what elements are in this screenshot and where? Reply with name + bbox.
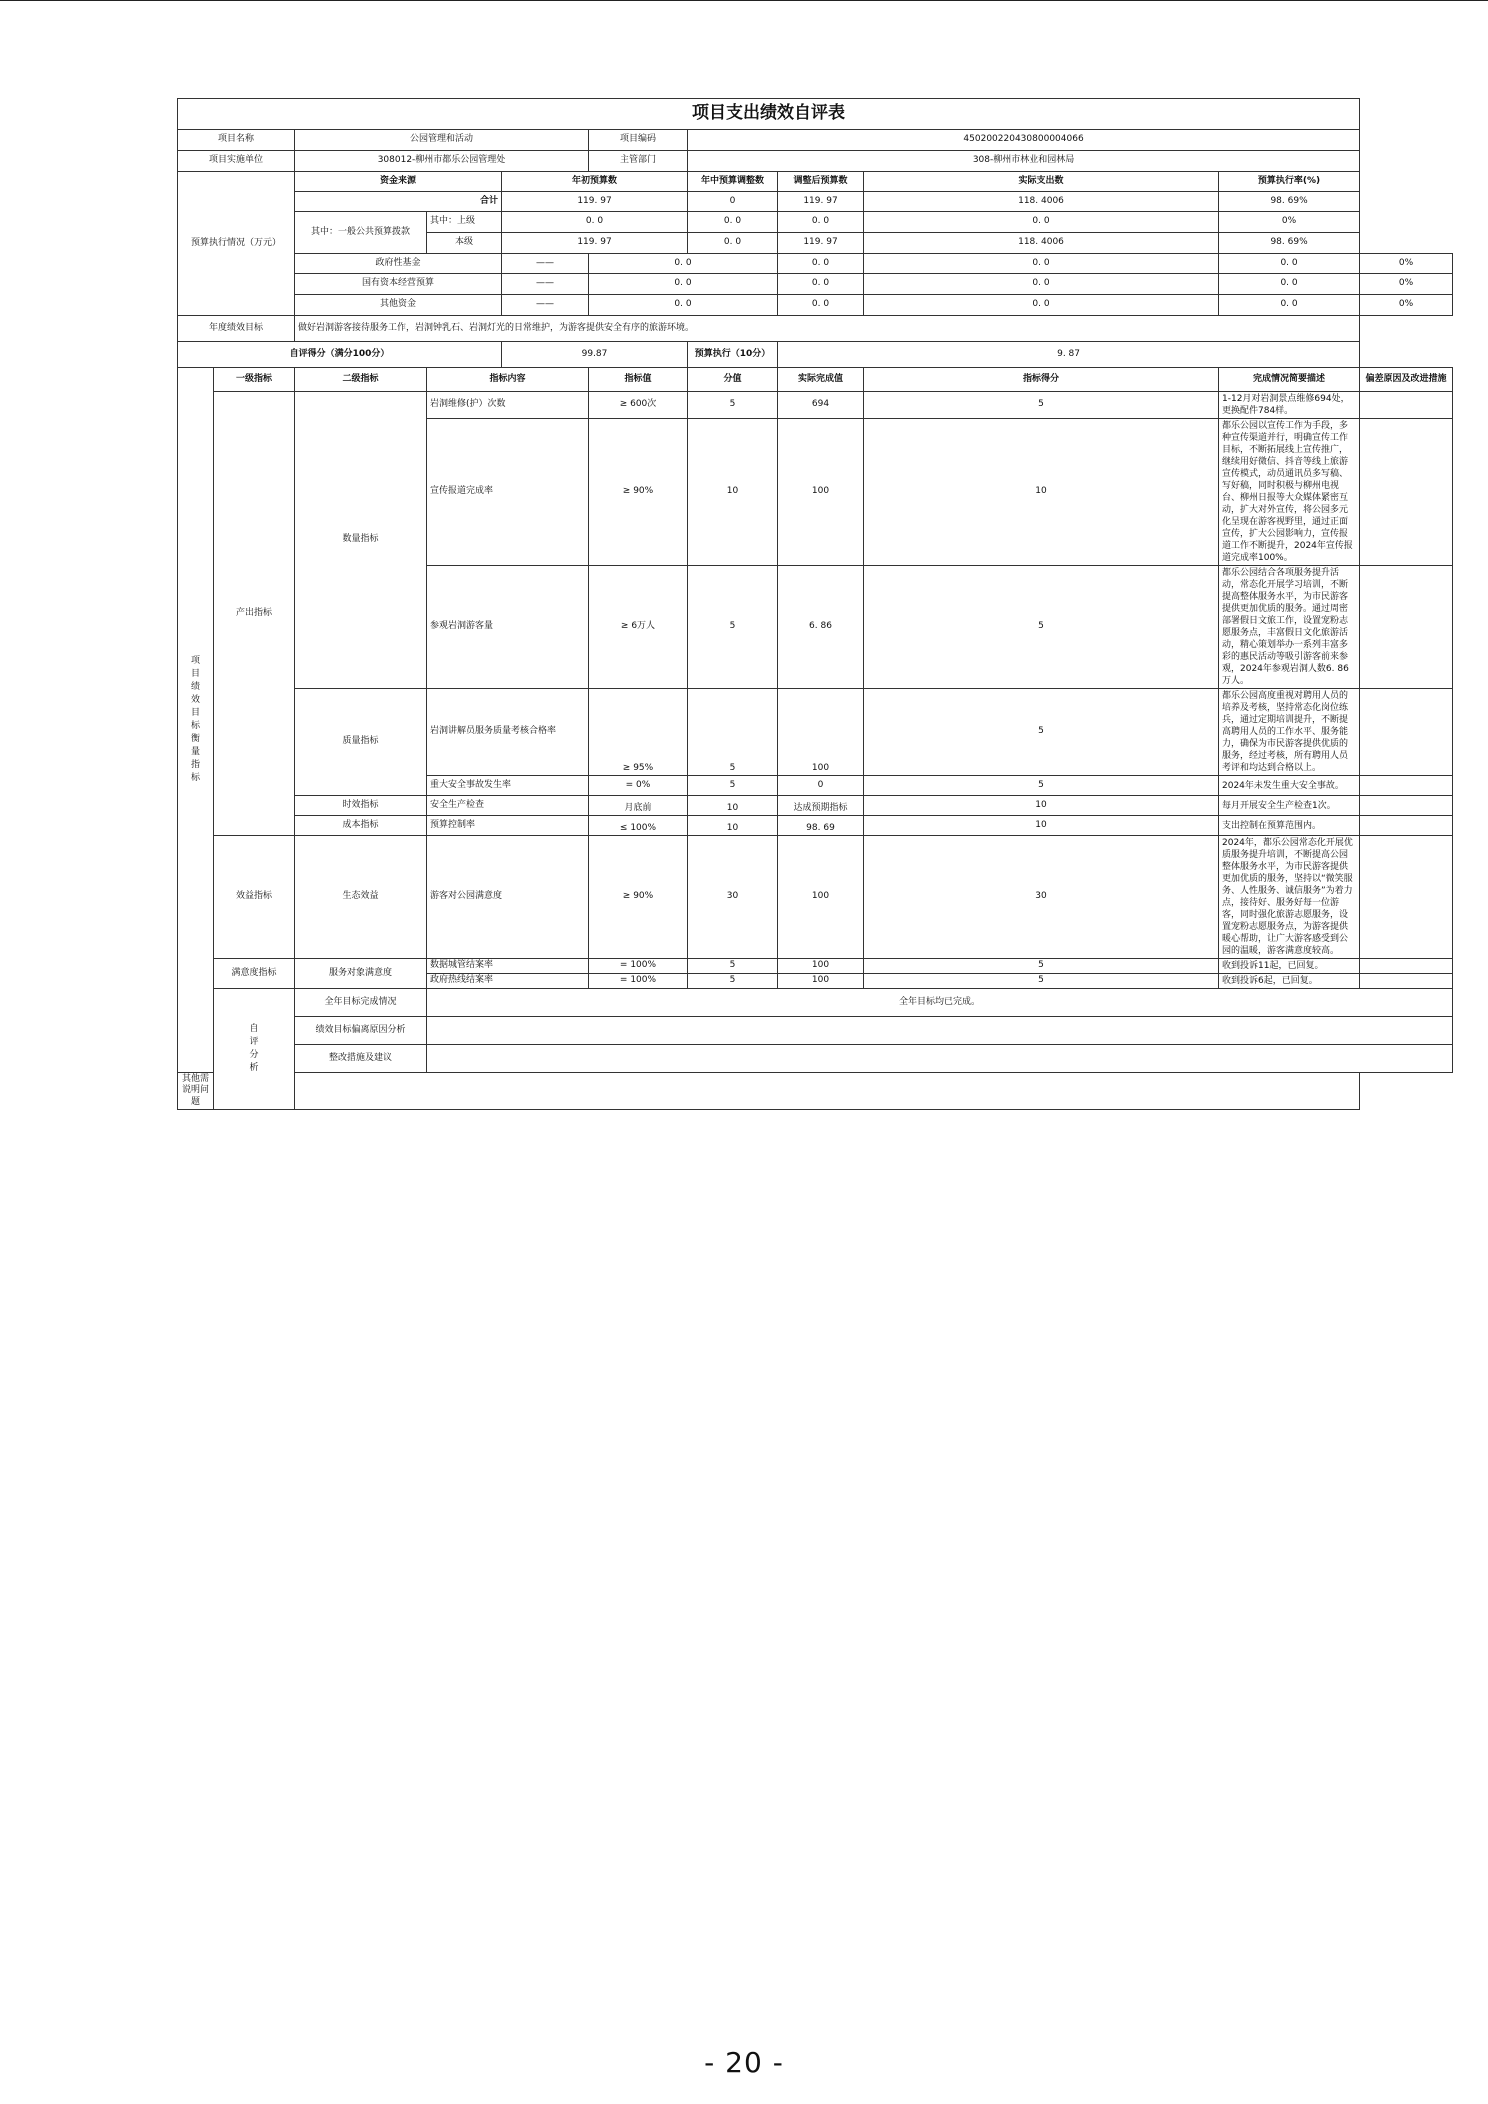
indicator-deviation xyxy=(1360,419,1453,566)
project-name-label: 项目名称 xyxy=(178,130,295,151)
budget-cell: 0. 0 xyxy=(502,212,688,233)
budget-upper-label: 其中：上级 xyxy=(427,212,502,233)
indicator-score: 10 xyxy=(864,816,1219,836)
indicator-content: 岩洞讲解员服务质量考核合格率 xyxy=(427,689,589,776)
indicator-score: 10 xyxy=(864,796,1219,816)
level2-ecology: 生态效益 xyxy=(295,836,427,959)
indicator-weight: 5 xyxy=(688,392,778,419)
self-eval-item-value: 全年目标均已完成。 xyxy=(427,989,1453,1017)
indicator-desc: 都乐公园结合各项服务提升活动，常态化开展学习培训，不断提高整体服务水平，为市民游客提供更加优质的服务。通过周密部署假日文旅工作，设置宠粉志愿服务点，丰富假日文化旅游活动，精心策划举办一系列丰富多彩的惠民活动等吸引游客前来参观，2024年参观岩洞人数6. 86万人。 xyxy=(1219,566,1360,689)
level1-benefit: 效益指标 xyxy=(214,836,295,959)
indicator-content: 重大安全事故发生率 xyxy=(427,776,589,796)
implementing-unit-value: 308012-柳州市都乐公园管理处 xyxy=(295,151,589,172)
budget-cell: 0. 0 xyxy=(864,212,1219,233)
indicator-header: 完成情况简要描述 xyxy=(1219,368,1360,392)
budget-cell: 119. 97 xyxy=(778,233,864,254)
budget-cell: 98. 69% xyxy=(1219,192,1360,212)
budget-header-after: 调整后预算数 xyxy=(778,172,864,192)
performance-evaluation-table xyxy=(177,98,1453,1110)
self-eval-item-label: 整改措施及建议 xyxy=(295,1045,427,1073)
indicator-content: 岩洞维修(护）次数 xyxy=(427,392,589,419)
indicator-header: 二级指标 xyxy=(295,368,427,392)
budget-cell: 118. 4006 xyxy=(864,192,1219,212)
indicator-score: 5 xyxy=(864,392,1219,419)
budget-cell: 0. 0 xyxy=(688,233,778,254)
indicator-score: 5 xyxy=(864,689,1219,776)
budget-row-label: 其他资金 xyxy=(295,295,502,316)
indicator-target: ≥ 95% xyxy=(589,689,688,776)
indicator-weight: 5 xyxy=(688,776,778,796)
budget-total-label: 合计 xyxy=(295,192,502,212)
indicator-content: 数据城管结案率 xyxy=(427,959,589,974)
indicator-target: 月底前 xyxy=(589,796,688,816)
indicator-desc: 2024年未发生重大安全事故。 xyxy=(1219,776,1360,796)
budget-section-label: 预算执行情况（万元） xyxy=(178,172,295,316)
indicator-score: 30 xyxy=(864,836,1219,959)
indicator-header: 偏差原因及改进措施 xyxy=(1360,368,1453,392)
indicator-weight: 5 xyxy=(688,566,778,689)
indicator-score: 5 xyxy=(864,959,1219,974)
budget-cell: 0% xyxy=(1360,274,1453,295)
budget-exec-label: 预算执行（10分） xyxy=(688,342,778,368)
level2-quality: 质量指标 xyxy=(295,689,427,796)
indicator-desc: 支出控制在预算范围内。 xyxy=(1219,816,1360,836)
budget-cell: 0. 0 xyxy=(778,295,864,316)
self-score-value: 99.87 xyxy=(502,342,688,368)
budget-cell: 0. 0 xyxy=(589,274,778,295)
budget-cell: 119. 97 xyxy=(502,233,688,254)
indicator-content: 参观岩洞游客量 xyxy=(427,566,589,689)
indicator-actual: 694 xyxy=(778,392,864,419)
self-eval-item-label: 绩效目标偏离原因分析 xyxy=(295,1017,427,1045)
indicator-deviation xyxy=(1360,566,1453,689)
level1-output: 产出指标 xyxy=(214,392,295,836)
indicator-weight: 10 xyxy=(688,419,778,566)
indicator-header: 实际完成值 xyxy=(778,368,864,392)
budget-cell: 98. 69% xyxy=(1219,233,1360,254)
level2-quantity: 数量指标 xyxy=(295,392,427,689)
budget-dash: —— xyxy=(502,295,589,316)
self-eval-section-label: 自评分析 xyxy=(214,989,295,1110)
self-eval-item-label: 其他需说明问题 xyxy=(178,1073,214,1110)
indicator-score: 10 xyxy=(864,419,1219,566)
self-eval-item-value xyxy=(427,1017,1453,1045)
budget-cell: 0. 0 xyxy=(778,274,864,295)
budget-header-initial: 年初预算数 xyxy=(502,172,688,192)
level2-cost: 成本指标 xyxy=(295,816,427,836)
indicator-section-label: 项目绩效目标衡量指标 xyxy=(178,368,214,1073)
indicator-actual: 100 xyxy=(778,689,864,776)
indicator-header: 指标得分 xyxy=(864,368,1219,392)
budget-header-rate: 预算执行率(%) xyxy=(1219,172,1360,192)
indicator-weight: 10 xyxy=(688,816,778,836)
budget-cell: 0. 0 xyxy=(589,295,778,316)
budget-cell: 0. 0 xyxy=(1219,254,1360,274)
self-eval-item-value xyxy=(295,1073,1360,1110)
self-eval-item-label: 全年目标完成情况 xyxy=(295,989,427,1017)
budget-cell: 0% xyxy=(1360,295,1453,316)
indicator-deviation xyxy=(1360,796,1453,816)
self-score-label: 自评得分（满分100分） xyxy=(178,342,502,368)
indicator-actual: 6. 86 xyxy=(778,566,864,689)
budget-cell: 0. 0 xyxy=(1219,274,1360,295)
project-code-label: 项目编码 xyxy=(589,130,688,151)
indicator-desc: 2024年，都乐公园常态化开展优质服务提升培训，不断提高公园整体服务水平，为市民游客提供更加优质的服务，坚持以“微笑服务、人性服务、诚信服务”为着力点，接待好、服务好每一位游客，同时强化旅游志愿服务，设置宠粉志愿服务点，为游客提供暖心帮助，让广大游客感受到公园的温暖，游客满意度较高。 xyxy=(1219,836,1360,959)
indicator-header: 指标值 xyxy=(589,368,688,392)
indicator-content: 安全生产检查 xyxy=(427,796,589,816)
indicator-deviation xyxy=(1360,974,1453,989)
indicator-desc: 1-12月对岩洞景点维修694处，更换配件784样。 xyxy=(1219,392,1360,419)
indicator-target: ≥ 600次 xyxy=(589,392,688,419)
indicator-desc: 每月开展安全生产检查1次。 xyxy=(1219,796,1360,816)
indicator-target: = 100% xyxy=(589,959,688,974)
indicator-target: ≤ 100% xyxy=(589,816,688,836)
indicator-deviation xyxy=(1360,392,1453,419)
indicator-desc: 收到投诉6起，已回复。 xyxy=(1219,974,1360,989)
indicator-desc: 都乐公园高度重视对聘用人员的培养及考核，坚持常态化岗位练兵，通过定期培训提升，不断提高聘用人员的工作水平、服务能力，确保为市民游客提供优质的服务，经过考核，所有聘用人员考评和均达到合格以上。 xyxy=(1219,689,1360,776)
indicator-deviation xyxy=(1360,689,1453,776)
indicator-content: 预算控制率 xyxy=(427,816,589,836)
indicator-target: = 0% xyxy=(589,776,688,796)
indicator-deviation xyxy=(1360,776,1453,796)
level2-timeliness: 时效指标 xyxy=(295,796,427,816)
indicator-weight: 10 xyxy=(688,796,778,816)
department-label: 主管部门 xyxy=(589,151,688,172)
indicator-target: = 100% xyxy=(589,974,688,989)
self-eval-item-value xyxy=(427,1045,1453,1073)
indicator-content: 政府热线结案率 xyxy=(427,974,589,989)
top-border-line xyxy=(0,0,1488,1)
department-value: 308-柳州市林业和园林局 xyxy=(688,151,1360,172)
budget-cell: 118. 4006 xyxy=(864,233,1219,254)
indicator-content: 游客对公园满意度 xyxy=(427,836,589,959)
table-title: 项目支出绩效自评表 xyxy=(178,99,1360,130)
indicator-score: 5 xyxy=(864,776,1219,796)
indicator-score: 5 xyxy=(864,566,1219,689)
indicator-header: 分值 xyxy=(688,368,778,392)
page-number: - 20 - xyxy=(704,2046,784,2079)
budget-cell: 0. 0 xyxy=(778,254,864,274)
project-code-value: 450200220430800004066 xyxy=(688,130,1360,151)
budget-dash: —— xyxy=(502,274,589,295)
budget-cell: 0. 0 xyxy=(589,254,778,274)
budget-header-source: 资金来源 xyxy=(295,172,502,192)
budget-cell: 0. 0 xyxy=(864,274,1219,295)
level2-service-satisfaction: 服务对象满意度 xyxy=(295,959,427,989)
indicator-deviation xyxy=(1360,959,1453,974)
budget-row-label: 政府性基金 xyxy=(295,254,502,274)
indicator-content: 宣传报道完成率 xyxy=(427,419,589,566)
implementing-unit-label: 项目实施单位 xyxy=(178,151,295,172)
budget-cell: 119. 97 xyxy=(502,192,688,212)
budget-cell: 0. 0 xyxy=(864,295,1219,316)
budget-row-label: 国有资本经营预算 xyxy=(295,274,502,295)
indicator-actual: 达成预期指标 xyxy=(778,796,864,816)
indicator-desc: 都乐公园以宣传工作为手段，多种宣传渠道并行，明确宣传工作目标，不断拓展线上宣传推广，继续用好微信、抖音等线上旅游宣传模式，动员通讯员多写稿、写好稿，同时积极与柳州电视台、柳州日报等大众媒体紧密互动，扩大对外宣传，将公园多元化呈现在游客视野里，通过正面宣传，扩大公园影响力，宣传报道工作不断提升，2024年宣传报道完成率100%。 xyxy=(1219,419,1360,566)
indicator-deviation xyxy=(1360,836,1453,959)
project-name-value: 公园管理和活动 xyxy=(295,130,589,151)
budget-cell: 0. 0 xyxy=(778,212,864,233)
indicator-weight: 5 xyxy=(688,959,778,974)
budget-cell: 0. 0 xyxy=(864,254,1219,274)
indicator-actual: 100 xyxy=(778,959,864,974)
indicator-header: 一级指标 xyxy=(214,368,295,392)
budget-cell: 0% xyxy=(1360,254,1453,274)
budget-dash: —— xyxy=(502,254,589,274)
indicator-weight: 5 xyxy=(688,974,778,989)
indicator-score: 5 xyxy=(864,974,1219,989)
budget-header-actual: 实际支出数 xyxy=(864,172,1219,192)
budget-local-label: 本级 xyxy=(427,233,502,254)
indicator-actual: 100 xyxy=(778,974,864,989)
indicator-desc: 收到投诉11起，已回复。 xyxy=(1219,959,1360,974)
indicator-actual: 100 xyxy=(778,419,864,566)
budget-exec-value: 9. 87 xyxy=(778,342,1360,368)
indicator-target: ≥ 90% xyxy=(589,419,688,566)
annual-goal-label: 年度绩效目标 xyxy=(178,316,295,342)
indicator-header: 指标内容 xyxy=(427,368,589,392)
level1-satisfaction: 满意度指标 xyxy=(214,959,295,989)
indicator-actual: 98. 69 xyxy=(778,816,864,836)
indicator-weight: 5 xyxy=(688,689,778,776)
budget-cell: 0. 0 xyxy=(688,212,778,233)
budget-header-adjust: 年中预算调整数 xyxy=(688,172,778,192)
budget-cell: 0% xyxy=(1219,212,1360,233)
annual-goal-text: 做好岩洞游客接待服务工作，岩洞钟乳石、岩洞灯光的日常维护，为游客提供安全有序的旅游环境。 xyxy=(295,316,1360,342)
indicator-actual: 0 xyxy=(778,776,864,796)
indicator-actual: 100 xyxy=(778,836,864,959)
budget-cell: 119. 97 xyxy=(778,192,864,212)
budget-cell: 0 xyxy=(688,192,778,212)
budget-cell: 0. 0 xyxy=(1219,295,1360,316)
budget-general-label: 其中：一般公共预算拨款 xyxy=(295,212,427,254)
indicator-target: ≥ 90% xyxy=(589,836,688,959)
indicator-target: ≥ 6万人 xyxy=(589,566,688,689)
indicator-deviation xyxy=(1360,816,1453,836)
indicator-weight: 30 xyxy=(688,836,778,959)
